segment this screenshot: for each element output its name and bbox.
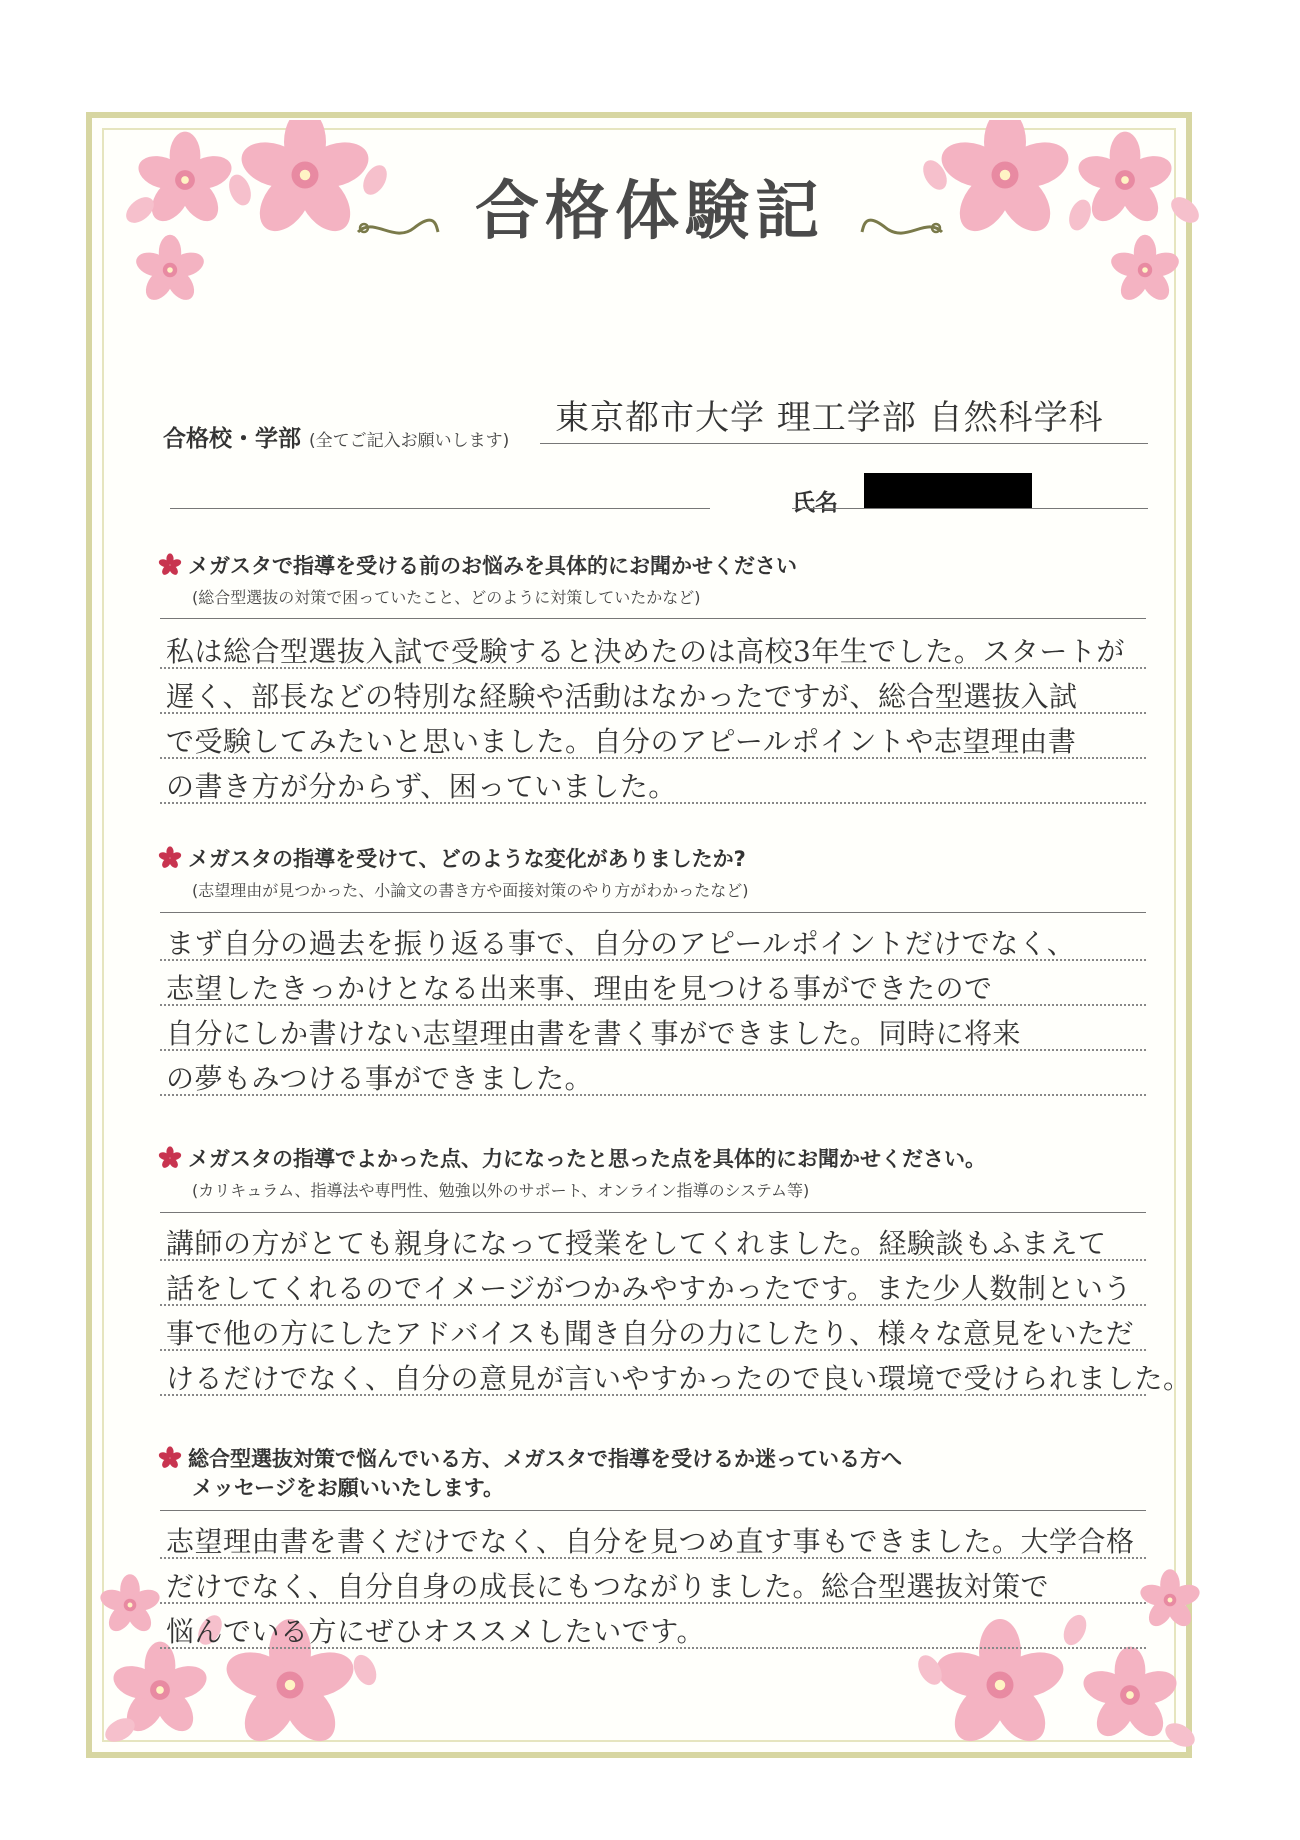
school-underline — [540, 443, 1148, 444]
answer-1-rule-2 — [160, 712, 1146, 714]
name-label: 氏名 — [792, 490, 838, 516]
answer-4-line-2: だけでなく、自分自身の成長にもつながりました。総合型選抜対策で — [166, 1570, 1049, 1603]
answer-1-line-4: の書き方が分からず、困っていました。 — [166, 770, 677, 803]
answer-3-rule-1 — [160, 1259, 1146, 1261]
answer-3-top-rule — [160, 1212, 1146, 1213]
answer-4-line-3: 悩んでいる方にぜひオススメしたいです。 — [166, 1615, 705, 1648]
name-underline — [792, 508, 1148, 509]
answer-1-rule-3 — [160, 757, 1146, 759]
answer-2-line-2: 志望したきっかけとなる出来事、理由を見つける事ができたので — [166, 972, 993, 1005]
answer-3-line-1: 講師の方がとても親身になって授業をしてくれました。経験談もふまえて — [166, 1227, 1107, 1260]
answer-2-rule-3 — [160, 1049, 1146, 1051]
school-label-row — [163, 420, 509, 453]
title-area — [0, 160, 1300, 252]
answer-2-line-4: の夢もみつける事ができました。 — [166, 1062, 593, 1095]
school-value: 東京都市大学 理工学部 自然科学科 — [555, 398, 1104, 438]
blank-underline — [170, 508, 710, 509]
answer-3-line-4: けるだけでなく、自分の意見が言いやすかったので良い環境で受けられました。 — [166, 1362, 1192, 1395]
sakura-bullet-icon — [158, 846, 182, 870]
answer-2-top-rule — [160, 912, 1146, 913]
answer-3-line-2: 話をしてくれるのでイメージがつかみやすかったです。また少人数制という — [166, 1272, 1132, 1305]
name-redaction — [864, 473, 1032, 509]
answer-2-rule-1 — [160, 959, 1146, 961]
answer-2-line-1: まず自分の過去を振り返る事で、自分のアピールポイントだけでなく、 — [166, 927, 1076, 960]
question-2-title: メガスタの指導を受けて、どのような変化がありましたか? — [158, 843, 746, 873]
answer-1-line-1: 私は総合型選抜入試で受験すると決めたのは高校3年生でした。スタートが — [166, 635, 1125, 668]
answer-1-top-rule — [160, 618, 1146, 619]
answer-4-rule-1 — [160, 1557, 1146, 1559]
school-note: (全てご記入お願いします) — [309, 431, 510, 451]
answer-4-rule-3 — [160, 1647, 1146, 1649]
school-label: 合格校・学部 — [163, 426, 301, 452]
answer-1-rule-4 — [160, 802, 1146, 804]
sakura-bullet-icon — [158, 1146, 182, 1170]
page-title: 合格体験記 — [475, 174, 825, 249]
answer-2-line-3: 自分にしか書けない志望理由書を書く事ができました。同時に将来 — [166, 1017, 1022, 1050]
swirl-ornament-right-icon — [860, 214, 946, 244]
question-3-hint: (カリキュラム、指導法や専門性、勉強以外のサポート、オンライン指導のシステム等) — [192, 1181, 810, 1200]
answer-3-rule-3 — [160, 1349, 1146, 1351]
answer-2-rule-4 — [160, 1094, 1146, 1096]
answer-1-line-2: 遅く、部長などの特別な経験や活動はなかったですが、総合型選抜入試 — [166, 680, 1078, 713]
answer-1-rule-1 — [160, 667, 1146, 669]
question-3-title: メガスタの指導でよかった点、力になったと思った点を具体的にお聞かせください。 — [158, 1143, 986, 1173]
question-2-hint: (志望理由が見つかった、小論文の書き方や面接対策のやり方がわかったなど) — [192, 881, 749, 900]
answer-4-rule-2 — [160, 1602, 1146, 1604]
sakura-bullet-icon — [158, 553, 182, 577]
question-4-title: 総合型選抜対策で悩んでいる方、メガスタで指導を受けるか迷っている方へ — [158, 1443, 902, 1473]
answer-1-line-3: で受験してみたいと思いました。自分のアピールポイントや志望理由書 — [166, 725, 1077, 758]
answer-3-rule-4 — [160, 1394, 1146, 1396]
answer-3-line-3: 事で他の方にしたアドバイスも聞き自分の力にしたり、様々な意見をいただ — [166, 1317, 1135, 1350]
answer-3-rule-2 — [160, 1304, 1146, 1306]
answer-4-top-rule — [160, 1510, 1146, 1511]
question-4-title-line-2: メッセージをお願いいたします。 — [192, 1476, 505, 1500]
sakura-bullet-icon — [158, 1446, 182, 1470]
swirl-ornament-left-icon — [354, 214, 440, 244]
answer-2-rule-2 — [160, 1004, 1146, 1006]
question-1-title: メガスタで指導を受ける前のお悩みを具体的にお聞かせください — [158, 550, 797, 580]
question-1-hint: (総合型選抜の対策で困っていたこと、どのように対策していたかなど) — [192, 588, 701, 607]
answer-4-line-1: 志望理由書を書くだけでなく、自分を見つめ直す事もできました。大学合格 — [166, 1525, 1135, 1558]
